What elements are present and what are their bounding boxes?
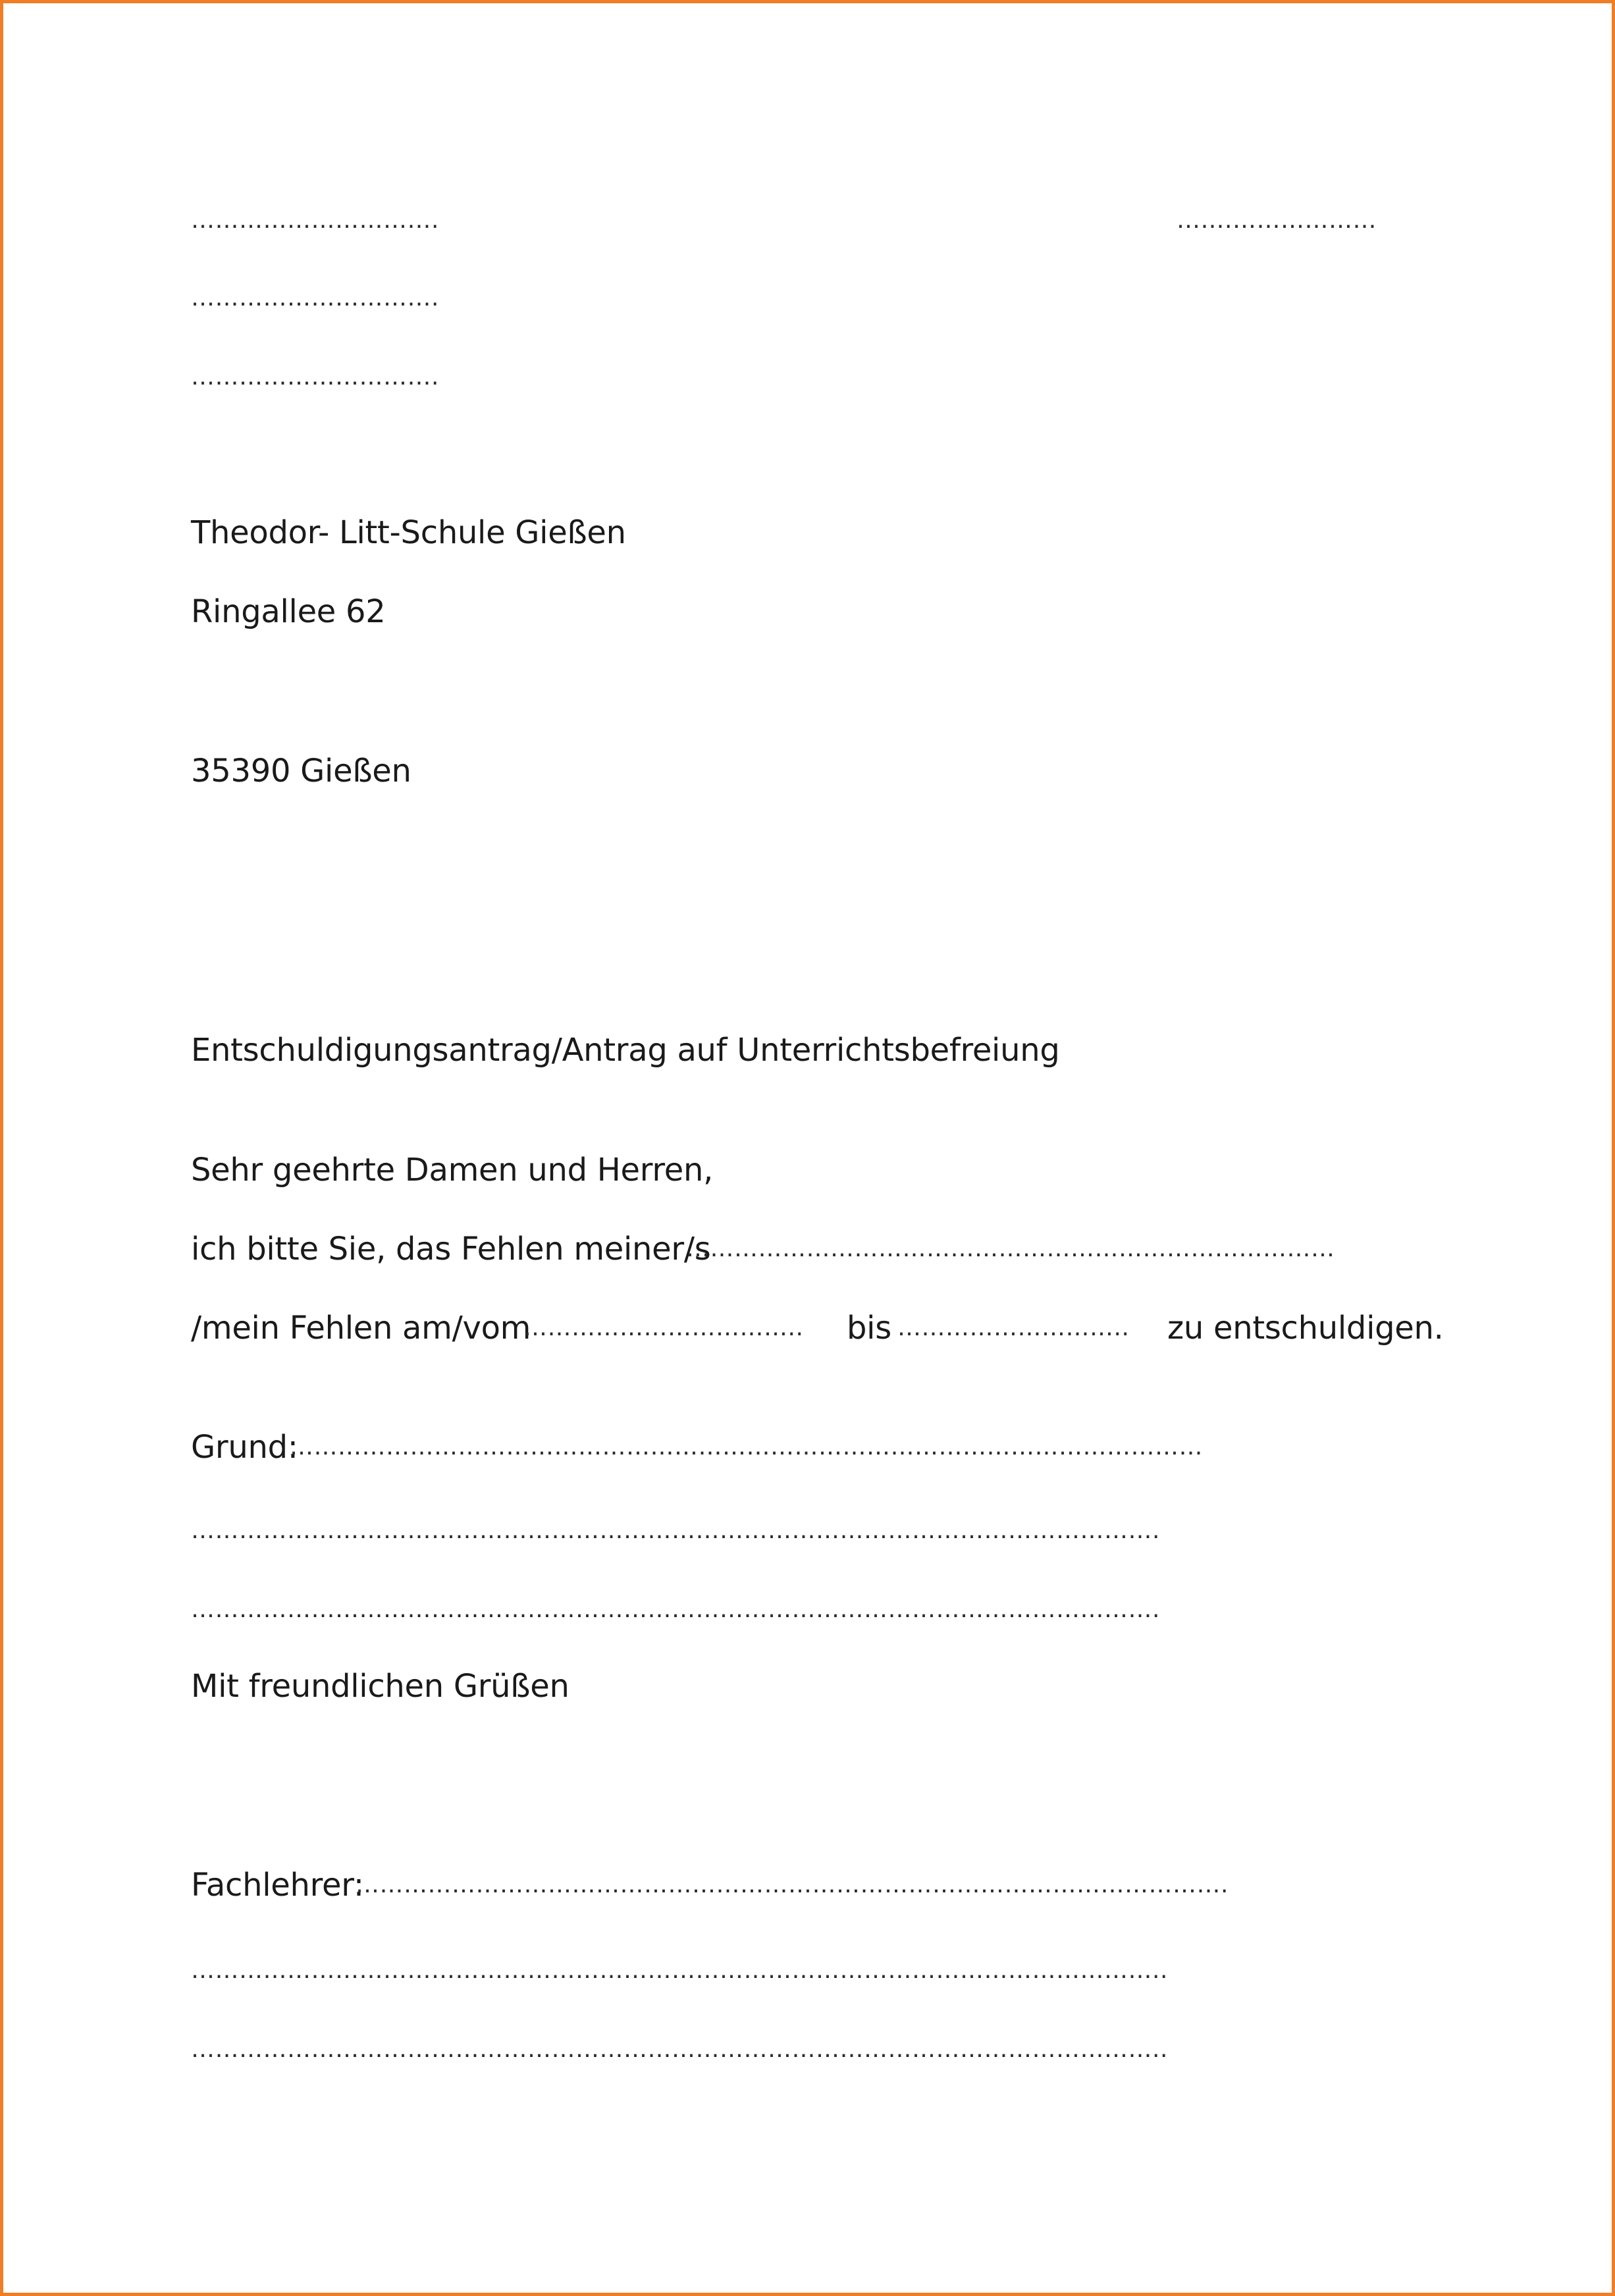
body-line-2-text: /mein Fehlen am/vom <box>191 1310 531 1347</box>
excuse-text: zu entschuldigen. <box>1167 1310 1444 1347</box>
sender-line-1[interactable]: …………………………. <box>191 207 439 234</box>
teacher-field-1[interactable]: ………………………………………………………………………………………………. <box>356 1871 1229 1898</box>
reason-field-2[interactable]: …………………………………………………………………………………………………………. <box>191 1517 1160 1544</box>
recipient-city: 35390 Gießen <box>191 753 411 789</box>
date-from-field[interactable]: …………………………….. <box>523 1314 804 1341</box>
closing: Mit freundlichen Grüßen <box>191 1668 569 1705</box>
teacher-field-2[interactable]: ………………………………………………………………………………………………………….. <box>191 1957 1168 1984</box>
recipient-street: Ringallee 62 <box>191 593 386 630</box>
salutation: Sehr geehrte Damen und Herren, <box>191 1152 714 1188</box>
date-field[interactable]: …….……………… <box>1177 207 1377 234</box>
bis-label: bis <box>847 1310 891 1347</box>
teacher-field-3[interactable]: ………………………………………………………………………………………………………….. <box>191 2036 1168 2063</box>
body-line-1-text: ich bitte Sie, das Fehlen meiner/s <box>191 1231 711 1268</box>
reason-label: Grund: <box>191 1429 298 1466</box>
sender-line-2[interactable]: …………………………. <box>191 284 439 311</box>
reason-field-1[interactable]: …………………………………………………………………………………………………… <box>290 1433 1203 1460</box>
student-name-field[interactable]: ……………………………………………………………………… <box>686 1235 1335 1262</box>
sender-line-3[interactable]: …………………………. <box>191 363 439 390</box>
recipient-name: Theodor- Litt-Schule Gießen <box>191 514 626 551</box>
letter-subject: Entschuldigungsantrag/Antrag auf Unterrichtsbefreiung <box>191 1032 1060 1069</box>
teacher-label: Fachlehrer: <box>191 1867 364 1904</box>
reason-field-3[interactable]: …………………………………………………………………………………………………………. <box>191 1596 1160 1623</box>
date-to-field[interactable]: ……………………….. <box>897 1314 1130 1341</box>
